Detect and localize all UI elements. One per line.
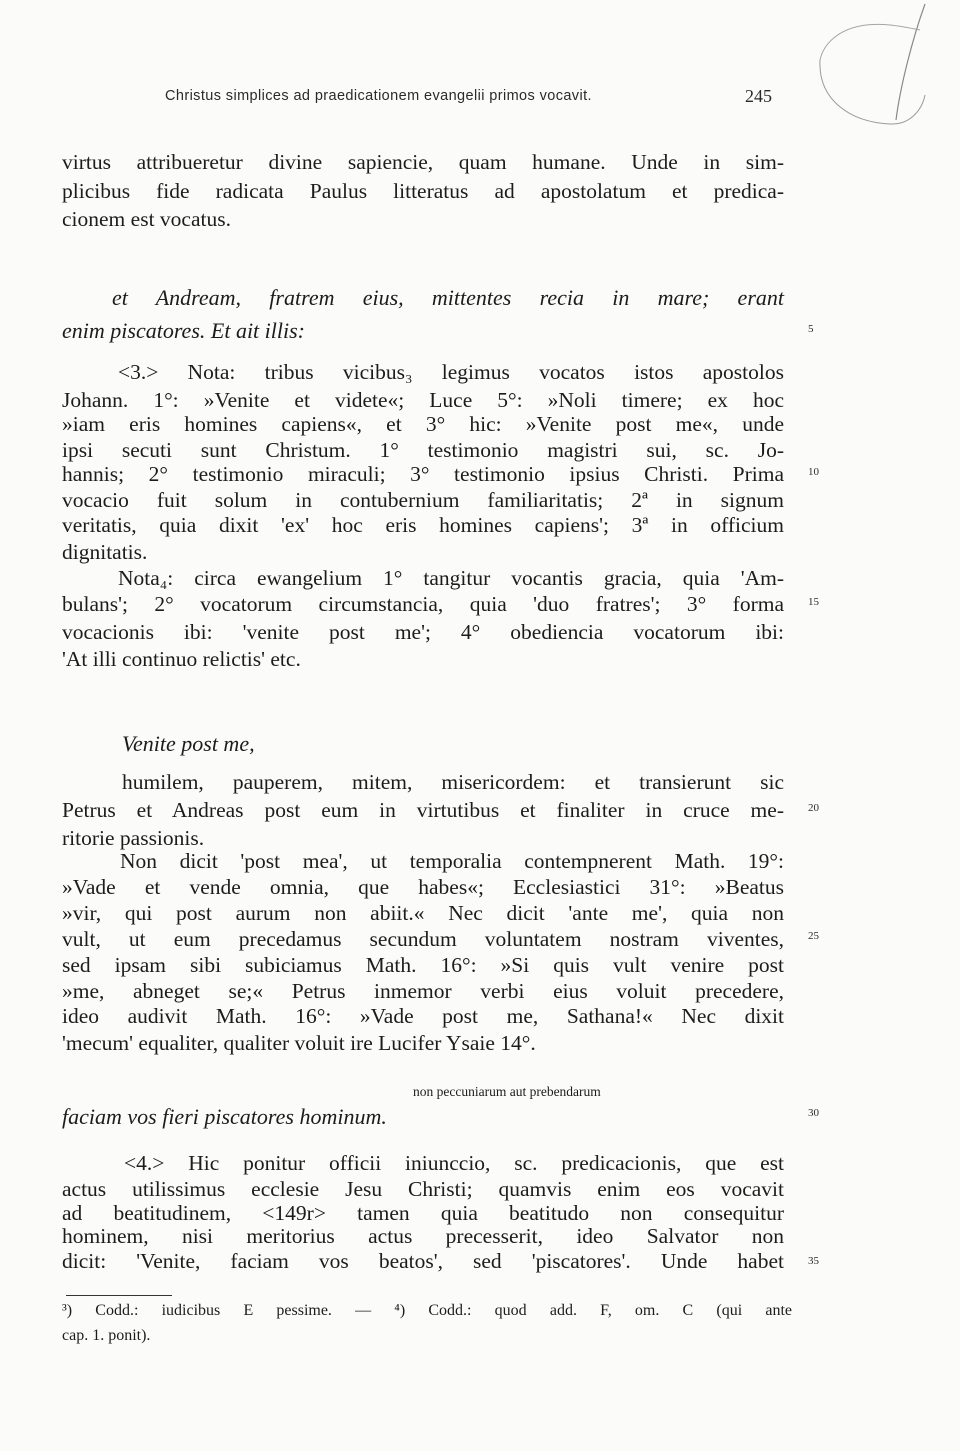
line-number: 30 <box>808 1107 819 1119</box>
line-number: 5 <box>808 323 814 335</box>
text-line: Non dicit 'post mea', ut temporalia contempnerent Math. 19°: <box>120 849 784 873</box>
text-line: 'mecum' equaliter, qualiter voluit ire Lucifer Ysaie 14°. <box>62 1031 536 1055</box>
text-line: 'At illi continuo relictis' etc. <box>62 647 301 671</box>
text-line: dicit: 'Venite, faciam vos beatos', sed 'piscatores'. Unde habet <box>62 1249 784 1273</box>
line-number: 25 <box>808 930 819 942</box>
text-line: Nota₄: circa ewangelium 1° tangitur vocantis gracia, quia 'Am- <box>118 566 784 590</box>
lemma-line: et Andream, fratrem eius, mittentes recia in mare; erant <box>112 285 784 310</box>
text-line: »vir, qui post aurum non abiit.« Nec dicit 'ante me', quia non <box>62 901 784 925</box>
footnote-line: cap. 1. ponit). <box>62 1327 151 1344</box>
running-head: Christus simplices ad praedicationem evangelii primos vocavit. <box>165 88 592 104</box>
interlinear-gloss: non peccuniarum aut prebendarum <box>413 1084 601 1099</box>
text-line: humilem, pauperem, mitem, misericordem: et transierunt sic <box>122 770 784 794</box>
pencil-arc-mark <box>800 0 960 135</box>
text-line: vocacio fuit solum in contubernium familiaritatis; 2ª in signum <box>62 488 784 512</box>
text-line: hominem, nisi meritorius actus precesserit, ideo Salvator non <box>62 1224 784 1248</box>
text-line: »me, abneget se;« Petrus inmemor verbi eius voluit precedere, <box>62 979 784 1003</box>
text-line: virtus attribueretur divine sapiencie, quam humane. Unde in sim- <box>62 150 784 174</box>
line-number: 20 <box>808 802 819 814</box>
text-line: ad beatitudinem, <149r> tamen quia beatitudo non consequitur <box>62 1201 784 1225</box>
line-number: 10 <box>808 466 819 478</box>
text-line: ritorie passionis. <box>62 826 205 850</box>
footnote-line: ³) Codd.: iudicibus E pessime. — ⁴) Codd.: quod add. F, om. C (qui ante <box>62 1302 792 1319</box>
line-number: 15 <box>808 596 819 608</box>
text-line: Petrus et Andreas post eum in virtutibus et finaliter in cruce me- <box>62 798 784 822</box>
text-line: hannis; 2° testimonio miraculi; 3° testimonio ipsius Christi. Prima <box>62 462 784 486</box>
text-line: <3.> Nota: tribus vicibus₃ legimus vocatos istos apostolos <box>118 360 784 384</box>
text-line: veritatis, quia dixit 'ex' hoc eris homines capiens'; 3ª in officium <box>62 513 784 537</box>
text-line: ipsi secuti sunt Christum. 1° testimonio magistri sui, sc. Jo- <box>62 438 784 462</box>
text-line: vult, ut eum precedamus secundum voluntatem nostram viventes, <box>62 927 784 951</box>
lemma-line: enim piscatores. Et ait illis: <box>62 318 305 343</box>
text-line: actus utilissimus ecclesie Jesu Christi; quamvis enim eos vocavit <box>62 1177 784 1201</box>
text-line: <4.> Hic ponitur officii iniunccio, sc. predicacionis, que est <box>124 1151 784 1175</box>
text-line: cionem est vocatus. <box>62 207 231 231</box>
text-line: vocacionis ibi: 'venite post me'; 4° obediencia vocatorum ibi: <box>62 620 784 644</box>
text-line: sed ipsam sibi subiciamus Math. 16°: »Si quis vult venire post <box>62 953 784 977</box>
text-line: plicibus fide radicata Paulus litteratus ad apostolatum et predica- <box>62 179 784 203</box>
text-line: »iam eris homines capiens«, et 3° hic: »Venite post me«, unde <box>62 412 784 436</box>
lemma-line: Venite post me, <box>122 731 255 756</box>
lemma-line: faciam vos fieri piscatores hominum. <box>62 1104 387 1129</box>
text-line: »Vade et vende omnia, que habes«; Ecclesiastici 31°: »Beatus <box>62 875 784 899</box>
line-number: 35 <box>808 1255 819 1267</box>
footnote-rule <box>66 1295 172 1296</box>
text-line: ideo audivit Math. 16°: »Vade post me, Sathana!« Nec dixit <box>62 1004 784 1028</box>
text-line: Johann. 1°: »Venite et videte«; Luce 5°: »Noli timere; ex hoc <box>62 388 784 412</box>
text-line: bulans'; 2° vocatorum circumstancia, quia 'duo fratres'; 3° forma <box>62 592 784 616</box>
text-line: dignitatis. <box>62 540 148 564</box>
page-number: 245 <box>745 86 772 106</box>
